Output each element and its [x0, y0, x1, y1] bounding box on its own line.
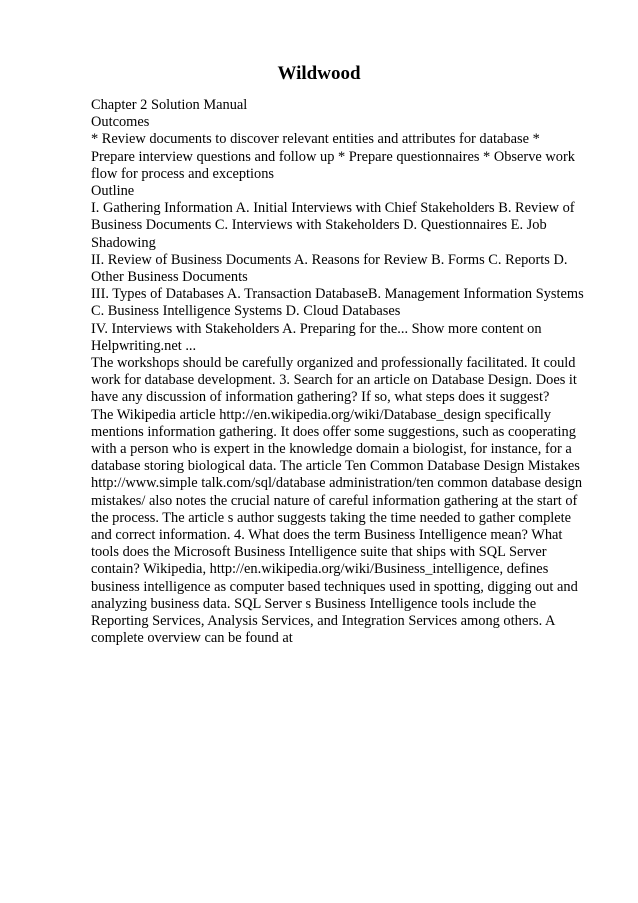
body-line: The Wikipedia article http://en.wikipedia.org/wiki/Database_design specifically [91, 406, 552, 423]
body-line: I. Gathering Information A. Initial Interviews with Chief Stakeholders B. Review of [91, 200, 575, 217]
body-line: work for database development. 3. Search for an article on Database Design. Does it [91, 372, 577, 389]
body-line: the process. The article s author suggests taking the time needed to gather complete [91, 509, 572, 526]
body-line: mentions information gathering. It does offer some suggestions, such as cooperating [91, 423, 576, 440]
body-line: Outcomes [91, 114, 150, 131]
document-body [91, 97, 591, 648]
body-line: with a person who is expert in the knowledge domain a biologist, for instance, for a [91, 441, 572, 458]
body-line: Helpwriting.net ... [91, 337, 197, 354]
body-line: Outline [91, 183, 135, 200]
body-line: flow for process and exceptions [91, 165, 275, 182]
body-line: III. Types of Databases A. Transaction DatabaseB. Management Information Systems [91, 286, 584, 303]
body-line: mistakes/ also notes the crucial nature of careful information gathering at the start of [91, 492, 578, 509]
body-line: Shadowing [91, 234, 156, 251]
body-line: business intelligence as computer based techniques used in spotting, digging out and [91, 578, 578, 595]
document-title: Wildwood [277, 63, 361, 84]
body-line: contain? Wikipedia, http://en.wikipedia.org/wiki/Business_intelligence, defines [91, 561, 549, 578]
body-line: have any discussion of information gathering? If so, what steps does it suggest? [91, 389, 550, 406]
body-line: Other Business Documents [91, 269, 248, 286]
body-line: * Review documents to discover relevant entities and attributes for database * [91, 131, 540, 148]
body-line: Reporting Services, Analysis Services, and Integration Services among others. A [91, 613, 556, 630]
body-line: analyzing business data. SQL Server s Business Intelligence tools include the [91, 595, 537, 612]
body-line: http://www.simple talk.com/sql/database administration/ten common database design [91, 475, 583, 492]
body-line: Chapter 2 Solution Manual [91, 97, 248, 113]
body-line: C. Business Intelligence Systems D. Cloud Databases [91, 303, 401, 320]
body-line: II. Review of Business Documents A. Reasons for Review B. Forms C. Reports D. [91, 251, 568, 268]
body-line: Business Documents C. Interviews with Stakeholders D. Questionnaires E. Job [91, 217, 547, 234]
body-line: complete overview can be found at [91, 630, 293, 647]
body-line: IV. Interviews with Stakeholders A. Preparing for the... Show more content on [91, 320, 542, 337]
body-line: database storing biological data. The article Ten Common Database Design Mistakes [91, 458, 580, 475]
body-line: and correct information. 4. What does the term Business Intelligence mean? What [91, 527, 563, 544]
body-line: Prepare interview questions and follow up * Prepare questionnaires * Observe work [91, 148, 575, 165]
body-line: tools does the Microsoft Business Intelligence suite that ships with SQL Server [91, 544, 547, 561]
body-line: The workshops should be carefully organized and professionally facilitated. It could [91, 355, 576, 372]
